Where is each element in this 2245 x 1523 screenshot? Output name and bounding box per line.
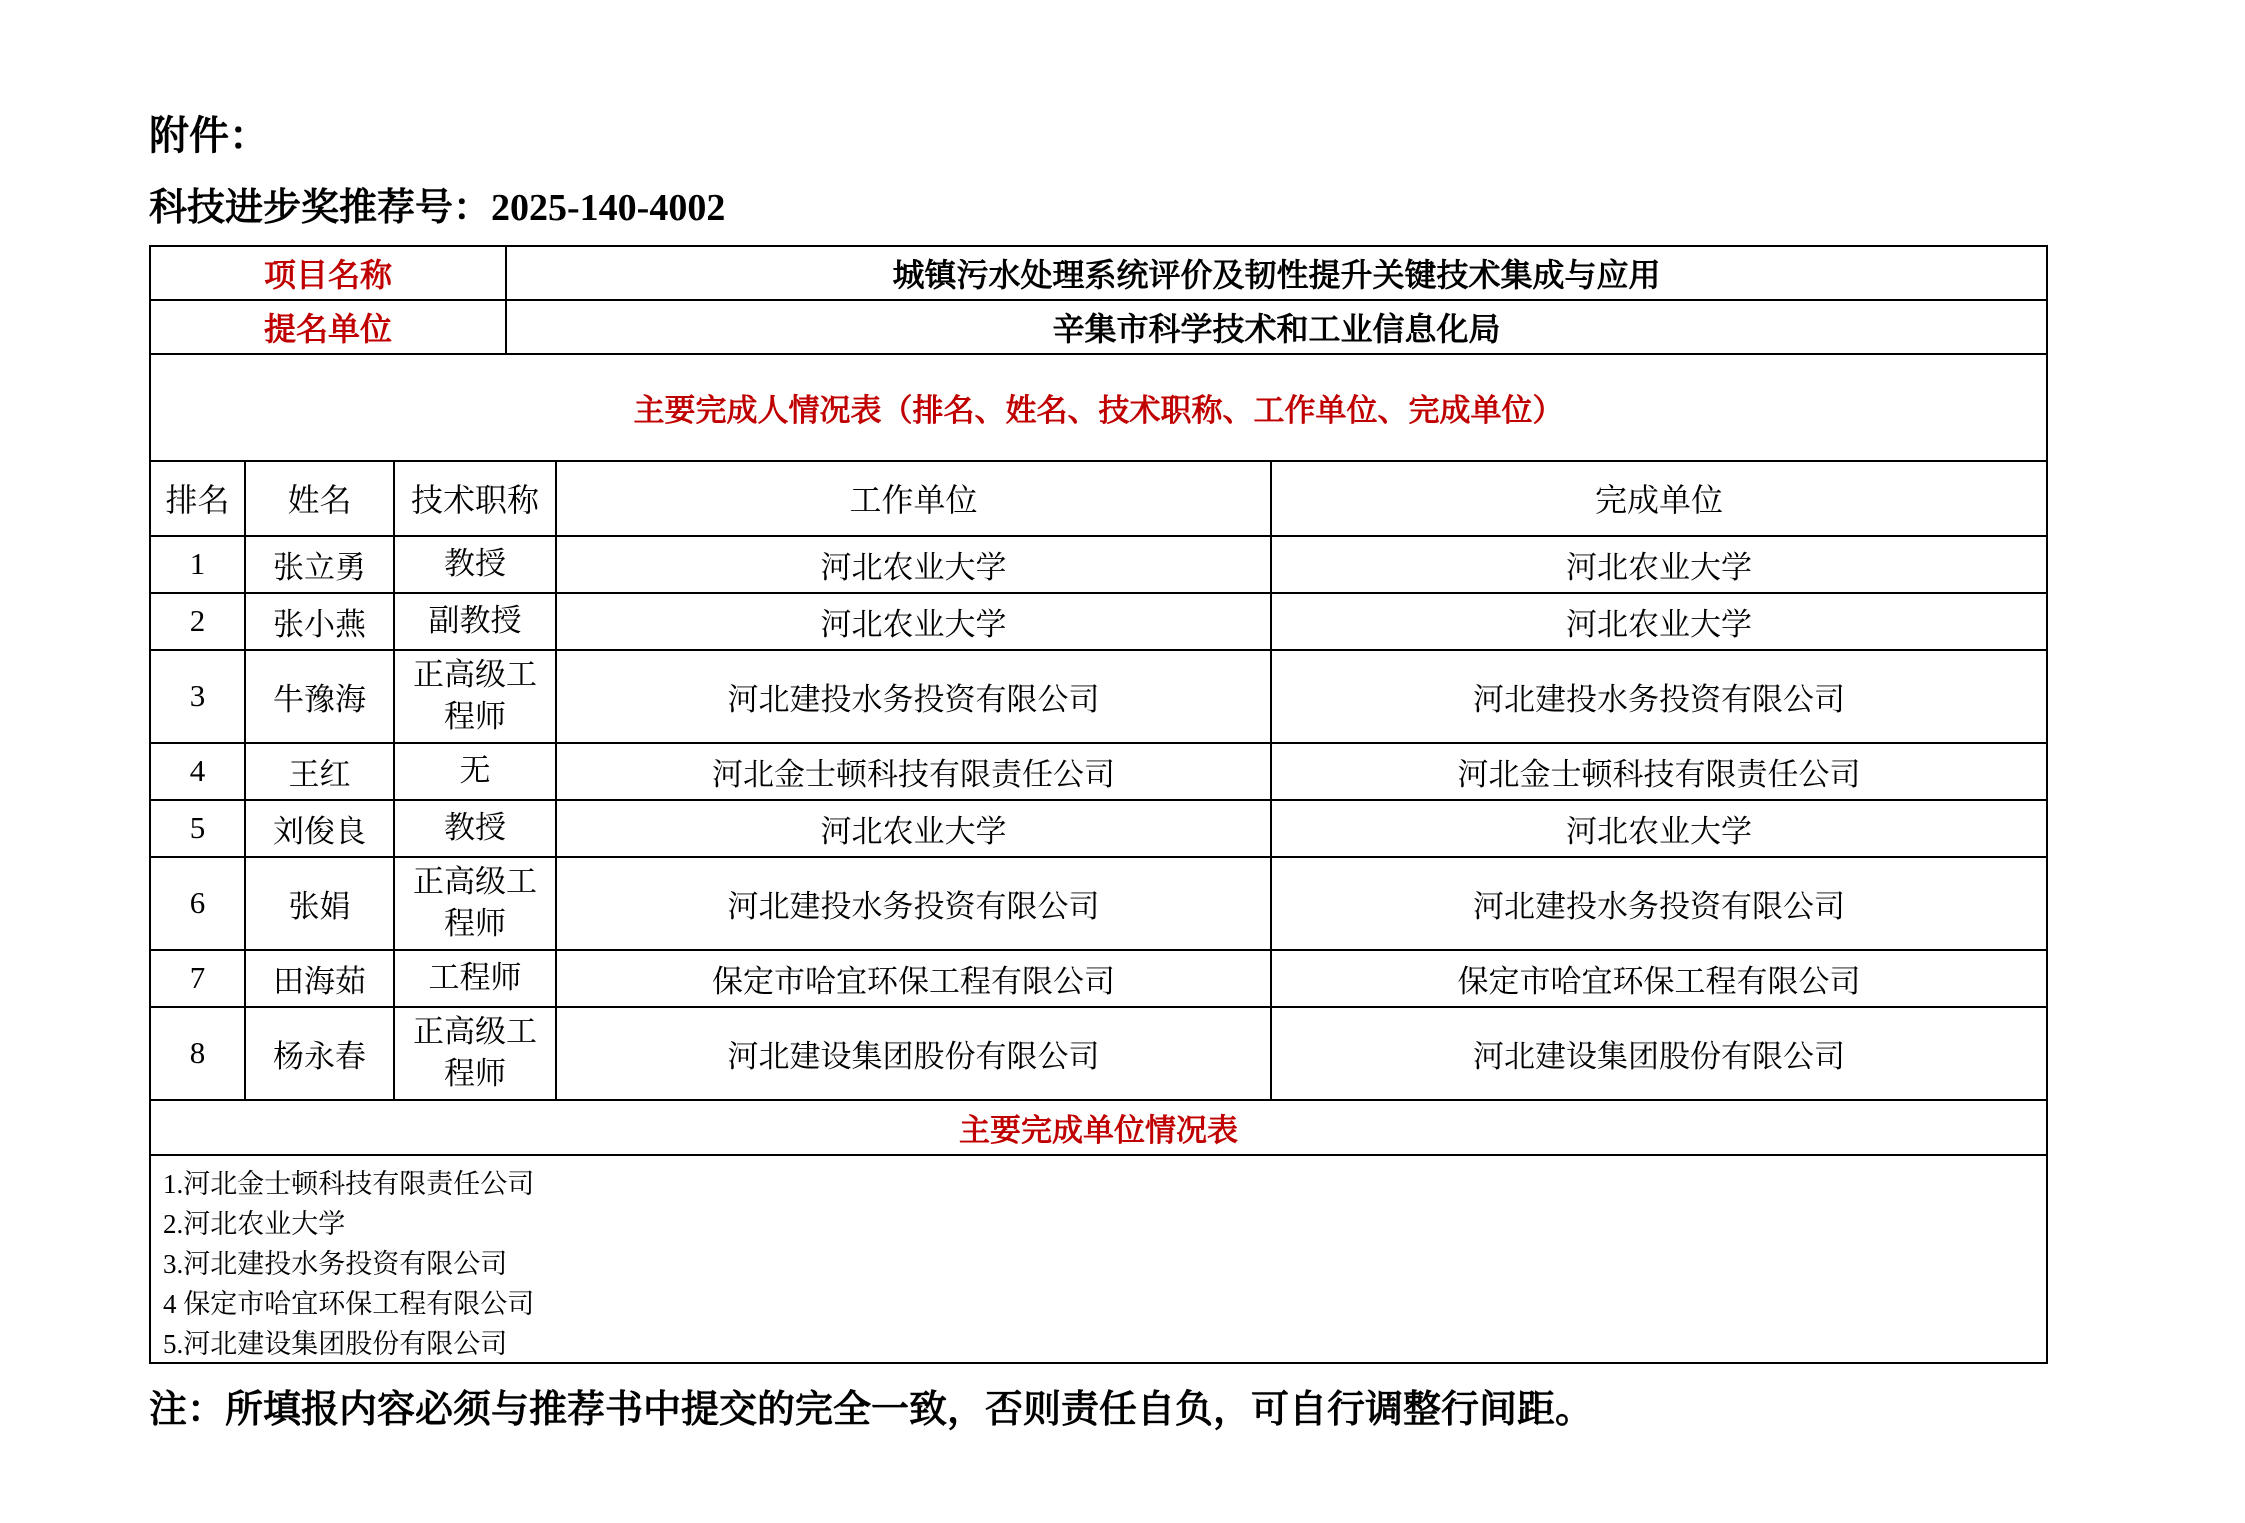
contributor-completion-unit: 河北建投水务投资有限公司 <box>1272 858 2046 951</box>
contributor-work-unit: 保定市哈宜环保工程有限公司 <box>557 951 1272 1008</box>
contributor-work-unit: 河北金士顿科技有限责任公司 <box>557 744 1272 801</box>
contributor-completion-unit: 河北金士顿科技有限责任公司 <box>1272 744 2046 801</box>
contributor-title: 正高级工程师 <box>395 858 557 951</box>
contributor-work-unit: 河北建设集团股份有限公司 <box>557 1008 1272 1101</box>
contributor-title: 教授 <box>395 801 557 858</box>
contributor-work-unit: 河北农业大学 <box>557 801 1272 858</box>
contributor-title: 教授 <box>395 537 557 594</box>
contributor-name: 张娟 <box>246 858 395 951</box>
header-cell-title: 技术职称 <box>395 462 557 537</box>
header-cell-work-unit: 工作单位 <box>557 462 1272 537</box>
contributor-rank: 3 <box>151 651 246 744</box>
contributor-rank: 6 <box>151 858 246 951</box>
contributor-completion-unit: 河北建设集团股份有限公司 <box>1272 1008 2046 1101</box>
contributors-section-title: 主要完成人情况表（排名、姓名、技术职称、工作单位、完成单位） <box>151 355 2046 462</box>
contributor-title: 正高级工程师 <box>395 651 557 744</box>
contributor-work-unit: 河北建投水务投资有限公司 <box>557 858 1272 951</box>
contributor-name: 张小燕 <box>246 594 395 651</box>
contributor-title: 正高级工程师 <box>395 1008 557 1101</box>
contributors-grid <box>151 462 2046 1101</box>
units-list <box>151 1156 2046 1362</box>
contributor-rank: 2 <box>151 594 246 651</box>
contributor-work-unit: 河北农业大学 <box>557 537 1272 594</box>
contributor-completion-unit: 河北农业大学 <box>1272 801 2046 858</box>
info-value-nominating-unit: 辛集市科学技术和工业信息化局 <box>507 301 2046 355</box>
award-number-label: 科技进步奖推荐号： <box>149 187 492 229</box>
units-section-title: 主要完成单位情况表 <box>151 1101 2046 1156</box>
contributor-work-unit: 河北建投水务投资有限公司 <box>557 651 1272 744</box>
header-cell-rank: 排名 <box>151 462 246 537</box>
info-value-project-name: 城镇污水处理系统评价及韧性提升关键技术集成与应用 <box>507 247 2046 301</box>
award-number-line <box>149 186 2245 232</box>
contributor-completion-unit: 河北建投水务投资有限公司 <box>1272 651 2046 744</box>
contributor-name: 刘俊良 <box>246 801 395 858</box>
contributor-title: 无 <box>395 744 557 801</box>
contributor-name: 张立勇 <box>246 537 395 594</box>
unit-list-item: 1.河北金士顿科技有限责任公司 <box>163 1168 535 1199</box>
unit-list-item: 5.河北建设集团股份有限公司 <box>163 1328 508 1359</box>
footer-note: 注：所填报内容必须与推荐书中提交的完全一致，否则责任自负，可自行调整行间距。 <box>149 1388 1594 1431</box>
unit-list-item: 2.河北农业大学 <box>163 1208 346 1239</box>
contributor-completion-unit: 河北农业大学 <box>1272 537 2046 594</box>
contributor-title: 副教授 <box>395 594 557 651</box>
contributor-rank: 7 <box>151 951 246 1008</box>
header-cell-completion-unit: 完成单位 <box>1272 462 2046 537</box>
info-grid <box>151 247 2046 355</box>
unit-list-item: 4 保定市哈宜环保工程有限公司 <box>163 1288 535 1319</box>
contributor-rank: 4 <box>151 744 246 801</box>
contributor-name: 田海茹 <box>246 951 395 1008</box>
unit-list-item: 3.河北建投水务投资有限公司 <box>163 1248 508 1279</box>
contributor-name: 牛豫海 <box>246 651 395 744</box>
recommendation-table <box>149 245 2048 1364</box>
contributor-work-unit: 河北农业大学 <box>557 594 1272 651</box>
contributor-name: 王红 <box>246 744 395 801</box>
contributor-completion-unit: 河北农业大学 <box>1272 594 2046 651</box>
award-number-value: 2025-140-4002 <box>491 187 726 229</box>
info-label-nominating-unit: 提名单位 <box>151 301 507 355</box>
header-cell-name: 姓名 <box>246 462 395 537</box>
attachment-label: 附件： <box>149 113 269 158</box>
info-label-project-name: 项目名称 <box>151 247 507 301</box>
contributor-rank: 5 <box>151 801 246 858</box>
contributor-title: 工程师 <box>395 951 557 1008</box>
contributor-rank: 8 <box>151 1008 246 1101</box>
contributor-name: 杨永春 <box>246 1008 395 1101</box>
contributor-rank: 1 <box>151 537 246 594</box>
contributor-completion-unit: 保定市哈宜环保工程有限公司 <box>1272 951 2046 1008</box>
